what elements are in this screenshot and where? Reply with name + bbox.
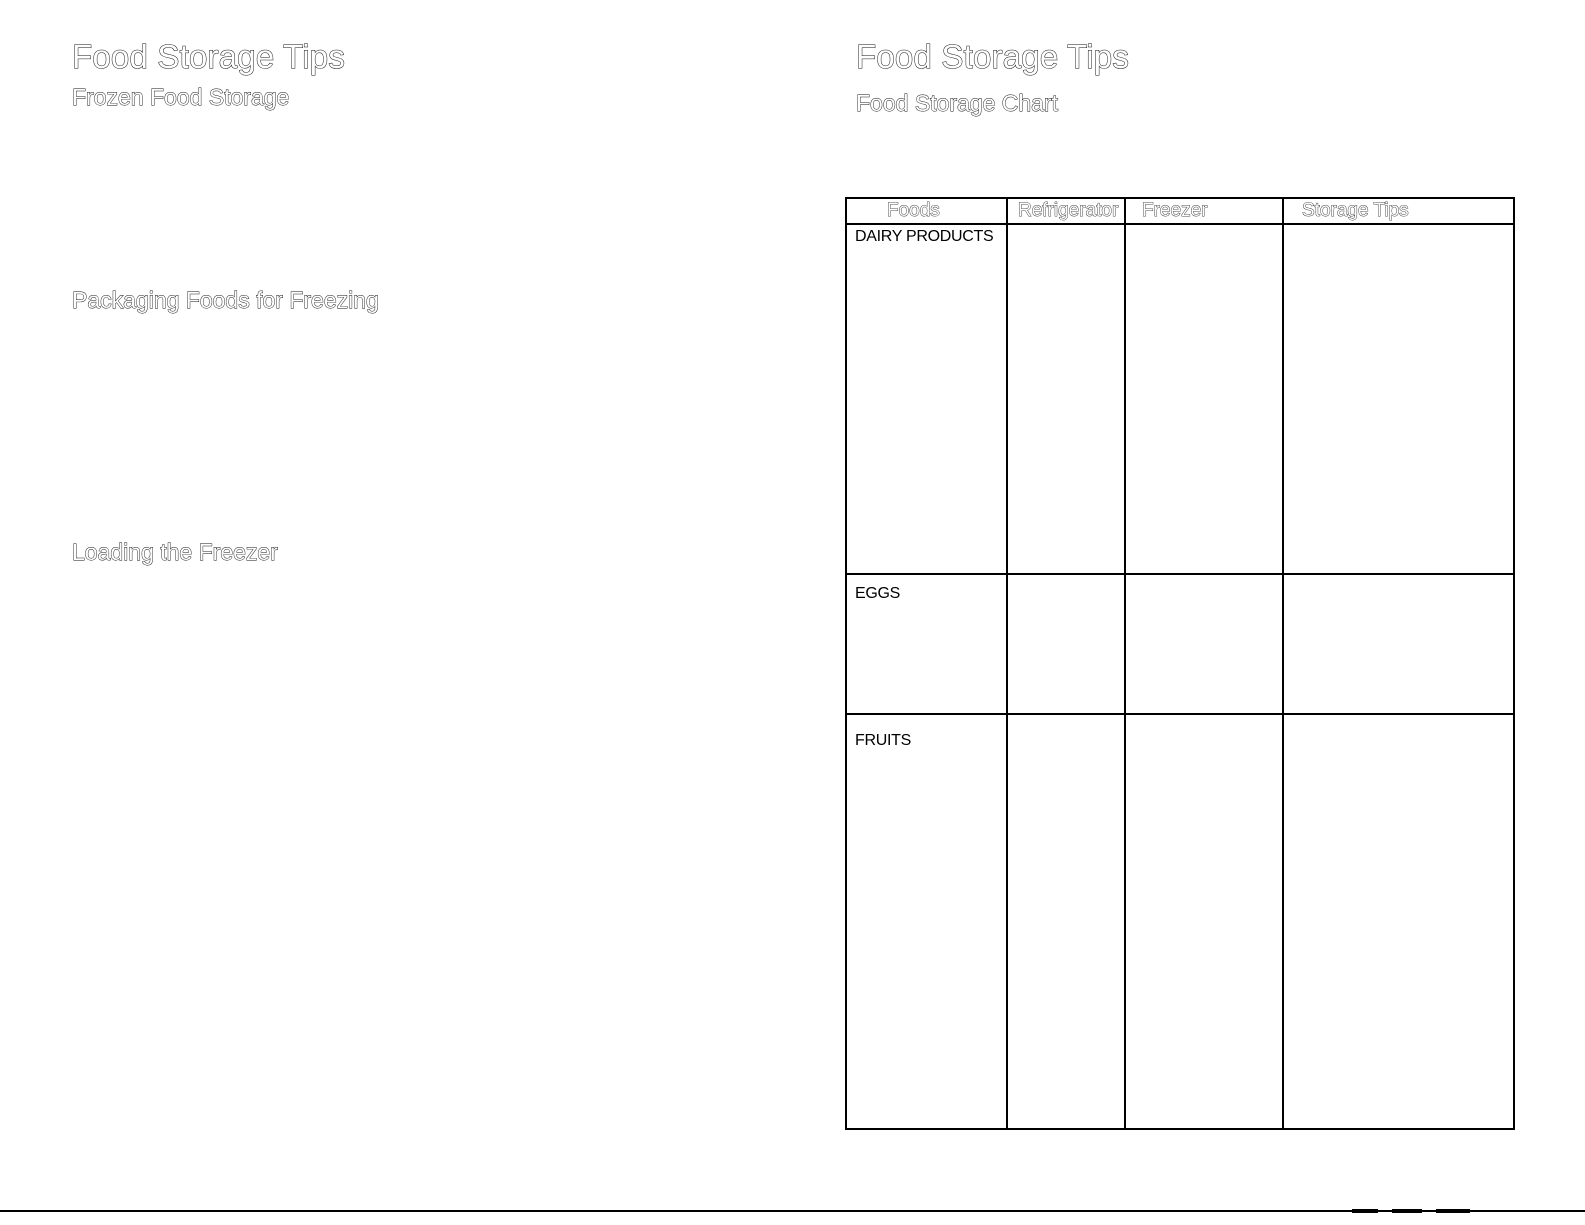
category-label-fruits: FRUITS: [855, 732, 911, 749]
freezer-cell: [1125, 224, 1283, 574]
table-row: [846, 574, 1514, 714]
right-page-title: Food Storage Tips: [856, 38, 1130, 75]
freezer-cell: [1125, 714, 1283, 1129]
refrigerator-cell: [1007, 224, 1125, 574]
food-category-cell: [846, 714, 1007, 1129]
refrigerator-cell: [1007, 574, 1125, 714]
food-storage-chart-table: [845, 197, 1515, 1130]
column-header-storage-tips: Storage Tips: [1283, 198, 1514, 224]
section-heading-packaging-foods: Packaging Foods for Freezing: [72, 287, 379, 313]
refrigerator-cell: [1007, 714, 1125, 1129]
food-category-cell: [846, 224, 1007, 574]
table-row: [846, 224, 1514, 574]
freezer-cell: [1125, 574, 1283, 714]
storage-tips-cell: [1283, 224, 1514, 574]
column-header-refrigerator: Refrigerator: [1007, 198, 1125, 224]
section-heading-frozen-food-storage: Frozen Food Storage: [72, 84, 290, 110]
footer-print-marks: [1340, 1208, 1585, 1214]
table-row: [846, 714, 1514, 1129]
storage-tips-cell: [1283, 574, 1514, 714]
column-header-freezer: Freezer: [1125, 198, 1283, 224]
category-label-eggs: EGGS: [855, 585, 901, 602]
column-header-foods: Foods: [846, 198, 1007, 224]
left-page-title: Food Storage Tips: [72, 38, 346, 75]
category-label-dairy: DAIRY PRODUCTS: [855, 228, 994, 245]
chart-subtitle: Food Storage Chart: [856, 90, 1059, 116]
section-heading-loading-freezer: Loading the Freezer: [72, 539, 278, 565]
left-page: [0, 0, 792, 1225]
right-page: [792, 0, 1585, 1225]
table-header-row: [846, 198, 1514, 224]
food-category-cell: [846, 574, 1007, 714]
storage-tips-cell: [1283, 714, 1514, 1129]
